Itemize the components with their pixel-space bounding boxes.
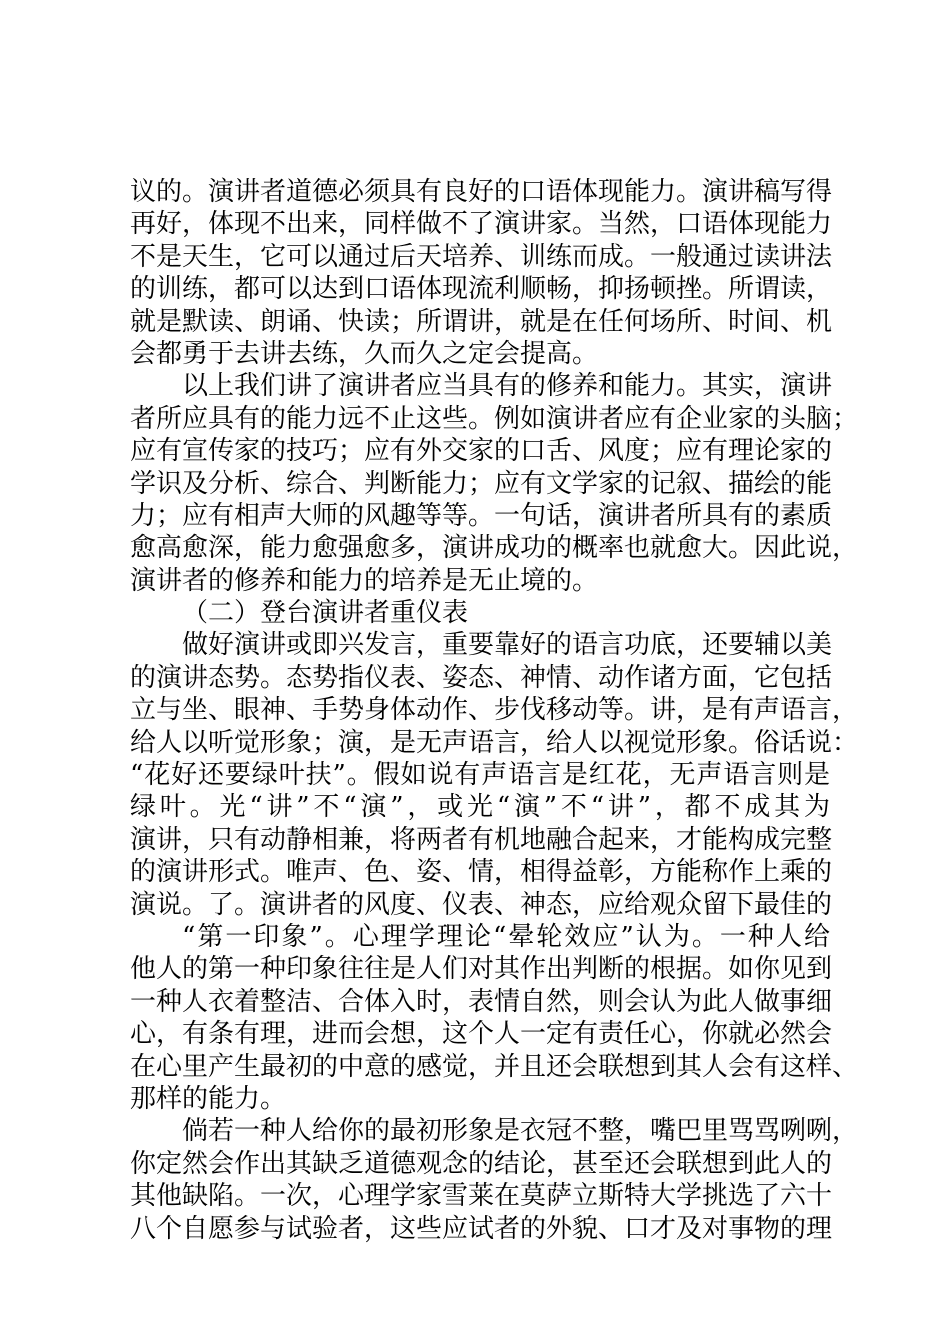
text-line: 演讲者的修养和能力的培养是无止境的。 [130, 565, 599, 596]
text-line: 八个自愿参与试验者，这些应试者的外貌、口才及对事物的理 [130, 1213, 833, 1244]
text-line: 绿叶。光“讲”不“演”，或光“演”不“讲”，都不成其为 [130, 792, 830, 823]
text-line: 一种人衣着整洁、合体入时，表情自然，则会认为此人做事细 [130, 986, 833, 1017]
text-line: 演说。了。演讲者的风度、仪表、神态，应给观众留下最佳的 [130, 889, 833, 920]
text-line: 再好，体现不出来，同样做不了演讲家。当然，口语体现能力 [130, 209, 833, 240]
text-line: 不是天生，它可以通过后天培养、训练而成。一般通过读讲法 [130, 241, 833, 272]
text-line: 他人的第一种印象往往是人们对其作出判断的根据。如你见到 [130, 954, 833, 985]
text-line: 议的。演讲者道德必须具有良好的口语体现能力。演讲稿写得 [130, 177, 833, 207]
text-line: 给人以听觉形象；演，是无声语言，给人以视觉形象。俗话说： [130, 727, 859, 758]
text-line: 演讲，只有动静相兼，将两者有机地融合起来，才能构成完整 [130, 824, 833, 855]
text-line: 会都勇于去讲去练，久而久之定会提高。 [130, 338, 599, 369]
text-line: 者所应具有的能力远不止这些。例如演讲者应有企业家的头脑； [130, 403, 859, 434]
text-line: 愈高愈深，能力愈强愈多，演讲成功的概率也就愈大。因此说， [130, 533, 859, 564]
text-line: 那样的能力。 [130, 1083, 287, 1114]
text-line: 的训练，都可以达到口语体现流利顺畅，抑扬顿挫。所谓读， [130, 274, 833, 305]
text-line: 其他缺陷。一次，心理学家雪莱在莫萨立斯特大学挑选了六十 [130, 1181, 833, 1212]
text-line: 就是默读、朗诵、快读；所谓讲，就是在任何场所、时间、机 [130, 306, 833, 337]
text-line: “花好还要绿叶扶”。假如说有声语言是红花，无声语言则是 [130, 760, 830, 791]
text-line: 以上我们讲了演讲者应当具有的修养和能力。其实，演讲 [182, 371, 833, 402]
text-line: 做好演讲或即兴发言，重要靠好的语言功底，还要辅以美 [182, 630, 833, 661]
text-line: 在心里产生最初的中意的感觉，并且还会联想到其人会有这样、 [130, 1051, 859, 1082]
text-line: 应有宣传家的技巧；应有外交家的口舌、风度；应有理论家的 [130, 436, 833, 467]
text-line: 倘若一种人给你的最初形象是衣冠不整，嘴巴里骂骂咧咧， [182, 1116, 859, 1147]
document-body [130, 176, 859, 1245]
text-line: 心，有条有理，进而会想，这个人一定有责任心，你就必然会 [130, 1019, 833, 1050]
text-line: “第一印象”。心理学理论“晕轮效应”认为。一种人给 [182, 921, 830, 952]
text-line: 立与坐、眼神、手势身体动作、步伐移动等。讲，是有声语言， [130, 695, 859, 726]
text-line: 的演讲态势。态势指仪表、姿态、神情、动作诸方面，它包括 [130, 662, 833, 693]
text-line: 学识及分析、综合、判断能力；应有文学家的记叙、描绘的能 [130, 468, 833, 499]
text-line: 的演讲形式。唯声、色、姿、情，相得益彰，方能称作上乘的 [130, 857, 833, 888]
text-line: 力；应有相声大师的风趣等等。一句话，演讲者所具有的素质 [130, 500, 833, 531]
text-line: 你定然会作出其缺乏道德观念的结论，甚至还会联想到此人的 [130, 1148, 833, 1179]
text-line: （二）登台演讲者重仪表 [182, 598, 469, 629]
